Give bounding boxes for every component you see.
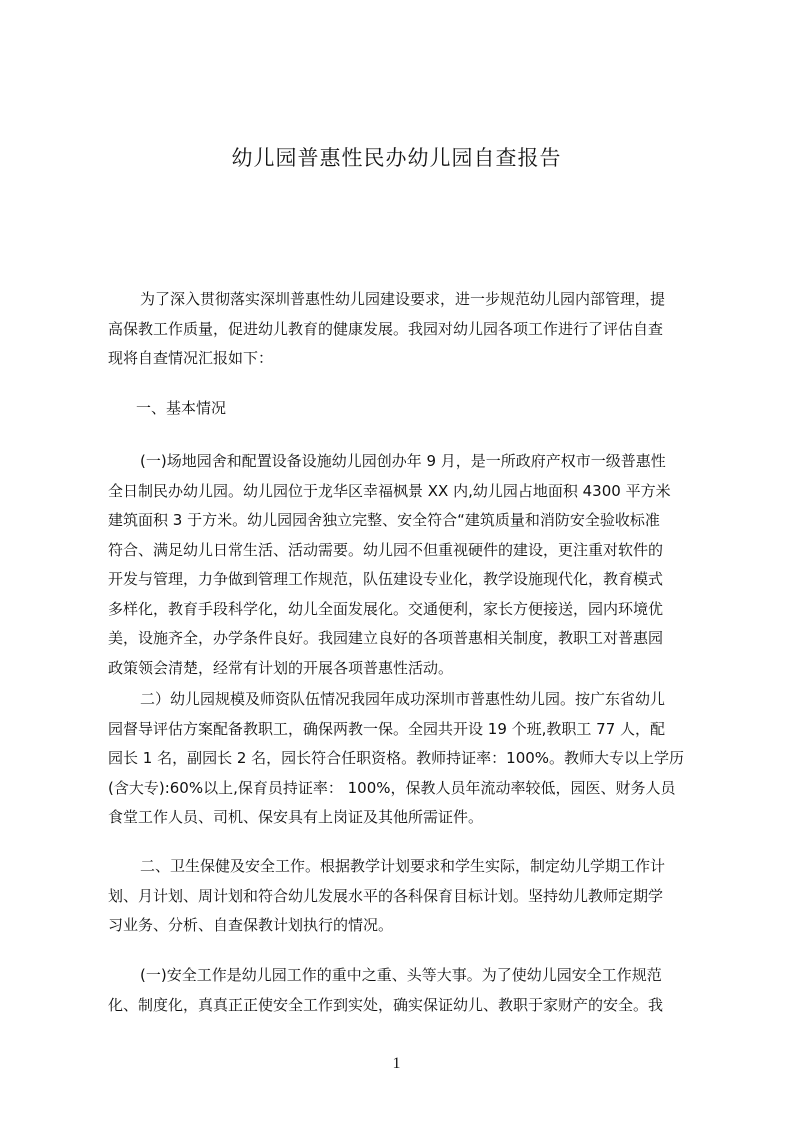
paragraph-line: 全日制民办幼儿园。幼儿园位于龙华区幸福枫景 XX 内,幼儿园占地面积 4300 平方米 — [108, 482, 671, 500]
page-number: 1 — [392, 1055, 401, 1072]
paragraph-line: (一)场地园舍和配置设备设施幼儿园创办年 9 月，是一所政府产权市一级普惠性 — [140, 452, 666, 470]
paragraph-line: 现将自查情况汇报如下： — [108, 349, 274, 367]
paragraph-line: 美，设施齐全，办学条件良好。我园建立良好的各项普惠相关制度，教职工对普惠园 — [108, 629, 664, 647]
paragraph-line: 开发与管理，力争做到管理工作规范，队伍建设专业化，教学设施现代化，教育模式 — [108, 570, 664, 588]
paragraph-line: 划、月计划、周计划和符合幼儿发展水平的各科保育目标计划。坚持幼儿教师定期学 — [108, 887, 664, 905]
paragraph-line: 为了深入贯彻落实深圳普惠性幼儿园建设要求，进一步规范幼儿园内部管理，提 — [140, 290, 666, 308]
paragraph-line: 符合、满足幼儿日常生活、活动需要。幼儿园不但重视硬件的建设，更注重对软件的 — [108, 541, 664, 559]
paragraph-line: 食堂工作人员、司机、保安具有上岗证及其他所需证件。 — [108, 808, 484, 826]
paragraph-line: (含大专):60%以上,保育员持证率： 100%，保教人员年流动率较低，园医、财务人员 — [108, 779, 676, 797]
paragraph-line: 习业务、分析、自查保教计划执行的情况。 — [108, 916, 394, 934]
paragraph-line: 二）幼儿园规模及师资队伍情况我园年成功深圳市普惠性幼儿园。按广东省幼儿 — [140, 690, 666, 708]
paragraph-line: (一)安全工作是幼儿园工作的重中之重、头等大事。为了使幼儿园安全工作规范 — [140, 966, 662, 984]
paragraph-line: 园督导评估方案配备教职工，确保两教一保。全园共开设 19 个班,教职工 77 人，配 — [108, 720, 666, 738]
paragraph-line: 园长 1 名，副园长 2 名，园长符合任职资格。教师持证率：100%。教师大专以上学历 — [108, 749, 685, 767]
section-heading: 一、基本情况 — [136, 399, 227, 417]
paragraph-line: 高保教工作质量，促进幼儿教育的健康发展。我园对幼儿园各项工作进行了评估自查 — [108, 320, 664, 338]
paragraph-line: 建筑面积 3 于方米。幼儿园园舍独立完整、安全符合“建筑质量和消防安全验收标准 — [108, 511, 660, 529]
paragraph-line: 多样化，教育手段科学化，幼儿全面发展化。交通便利，家长方便接送，园内环境优 — [108, 600, 664, 618]
paragraph-line: 二、卫生保健及安全工作。根据教学计划要求和学生实际，制定幼儿学期工作计 — [140, 857, 666, 875]
page-title: 幼儿园普惠性民办幼儿园自查报告 — [231, 146, 562, 170]
paragraph-line: 化、制度化，真真正正使安全工作到实处，确实保证幼儿、教职于家财产的安全。我 — [108, 996, 664, 1014]
paragraph-line: 政策领会清楚，经常有计划的开展各项普惠性活动。 — [108, 659, 454, 677]
